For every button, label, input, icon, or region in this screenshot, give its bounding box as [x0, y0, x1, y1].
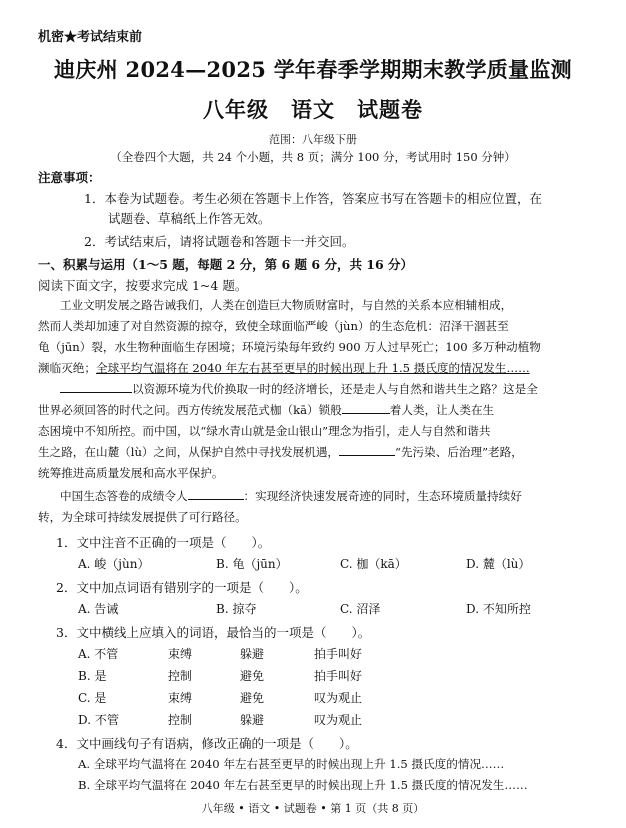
passage-line: [38, 444, 523, 460]
q3-b-2: 控制: [168, 669, 193, 683]
q3-d-1: D. 不管: [78, 713, 119, 727]
page-footer: 八年级 • 语文 • 试题卷 • 第 1 页（共 8 页）: [201, 802, 425, 815]
passage-line: [60, 381, 538, 397]
passage-line: 工业文明发展之路告诫我们，人类在创造巨大物质财富时，与自然的关系本应相辅相成，: [60, 298, 513, 312]
fill-blank-3: [339, 444, 395, 456]
q1-option-a: A. 峻（jùn）: [78, 557, 150, 571]
q2-option-d: D. 不知所控: [466, 602, 531, 616]
q3-b-3: 避免: [240, 669, 265, 683]
passage-text: 濒临灭绝；: [38, 361, 96, 375]
fill-blank-4: [188, 488, 244, 500]
q3-a-2: 束缚: [168, 647, 193, 661]
q2-option-a: A. 告诫: [78, 602, 119, 616]
q3-a-1: A. 不管: [78, 647, 119, 661]
q1-option-d: D. 麓（lù）: [466, 557, 531, 571]
q2-option-c: C. 沼泽: [340, 602, 381, 616]
q3-b-1: B. 是: [78, 669, 107, 683]
q1-option-c: C. 枷（kā）: [340, 557, 407, 571]
fill-blank-2: [342, 402, 390, 414]
q3-c-4: 叹为观止: [314, 691, 363, 705]
passage-text: 生之路，在山麓（lù）之间，从保护自然中寻找发展机遇，: [38, 445, 340, 459]
q3-a-3: 躲避: [240, 647, 265, 661]
passage-text: ：实现经济快速发展奇迹的同时，生态环境质量持续好: [243, 489, 522, 503]
q3-d-2: 控制: [168, 713, 193, 727]
passage-text: 世界必须回答的时代之问。西方传统发展范式枷（kā）锁般: [38, 403, 342, 417]
q3-a-4: 拍手叫好: [314, 647, 363, 661]
underlined-sentence: 全球平均气温将在 2040 年左右甚至更早的时候出现上升 1.5 摄氏度的情况发生……: [95, 361, 530, 375]
passage-line: 然而人类却加速了对自然资源的掠夺，致使全球面临严峻（jùn）的生态危机：沼泽干涸甚至: [38, 319, 509, 333]
q3-d-3: 躲避: [240, 713, 265, 727]
fill-blank-1: [60, 381, 132, 393]
passage-text: 以资源环境为代价换取一时的经济增长，还是走人与自然和谐共生之路？这是全: [132, 382, 538, 396]
q2-option-b: B. 掠夺: [216, 602, 257, 616]
question-1: 1．文中注音不正确的一项是（ ）。: [56, 535, 271, 550]
question-3: 3．文中横线上应填入的词语，最恰当的一项是（ ）。: [56, 625, 371, 640]
q3-c-3: 避免: [240, 691, 265, 705]
exam-subtitle: 八年级 语文 试题卷: [203, 97, 423, 122]
question-4: 4．文中画线句子有语病，修改正确的一项是（ ）。: [56, 736, 358, 751]
exam-rules: （全卷四个大题，共 24 个小题，共 8 页；满分 100 分，考试用时 150 分钟）: [110, 150, 516, 164]
passage-text: 中国生态答卷的成绩令人: [60, 489, 188, 503]
exam-title: 迪庆州 2024—2025 学年春季学期期末教学质量监测: [54, 57, 572, 82]
passage-text: “先污染、后治理”老路，: [395, 445, 523, 459]
note-2: 2．考试结束后，请将试题卷和答题卡一并交回。: [84, 234, 355, 249]
reading-instruction: 阅读下面文字，按要求完成 1~4 题。: [38, 278, 248, 293]
q4-option-b: B. 全球平均气温将在 2040 年左右甚至更早的时候出现上升 1.5 摄氏度的情况发生……: [78, 778, 528, 792]
passage-line: 统筹推进高质量发展和高水平保护。: [38, 466, 224, 480]
passage-line: 龟（jūn）裂，水生物种面临生存困境；环境污染每年致约 900 万人过早死亡；100 多万种动植物: [38, 340, 541, 354]
passage-line: [38, 360, 530, 376]
exam-scope: 范围：八年级下册: [269, 133, 357, 146]
note-1: 1．本卷为试题卷。考生必须在答题卡上作答，答案应书写在答题卡的相应位置，在: [84, 191, 542, 206]
note-1-continued: 试题卷、草稿纸上作答无效。: [108, 211, 271, 226]
confidential-label: 机密★考试结束前: [38, 30, 143, 45]
q3-c-1: C. 是: [78, 691, 107, 705]
passage-line: 态困境中不知所控。而中国，以“绿水青山就是金山银山”理念为指引，走人与自然和谐共: [38, 424, 491, 438]
q3-c-2: 束缚: [168, 691, 193, 705]
section-heading: 一、积累与运用（1～5 题，每题 2 分，第 6 题 6 分，共 16 分）: [38, 257, 414, 272]
passage-line: [38, 402, 494, 418]
passage-line: [60, 488, 522, 504]
passage-line: 转，为全球可持续发展提供了可行路径。: [38, 510, 247, 524]
q4-option-a: A. 全球平均气温将在 2040 年左右甚至更早的时候出现上升 1.5 摄氏度的情况……: [78, 757, 505, 771]
notes-heading: 注意事项：: [38, 170, 101, 185]
passage-text: 着人类，让人类在生: [389, 403, 495, 417]
q1-option-b: B. 龟（jūn）: [216, 557, 288, 571]
q3-d-4: 叹为观止: [314, 713, 363, 727]
question-2: 2．文中加点词语有错别字的一项是（ ）。: [56, 580, 308, 595]
q3-b-4: 拍手叫好: [314, 669, 363, 683]
